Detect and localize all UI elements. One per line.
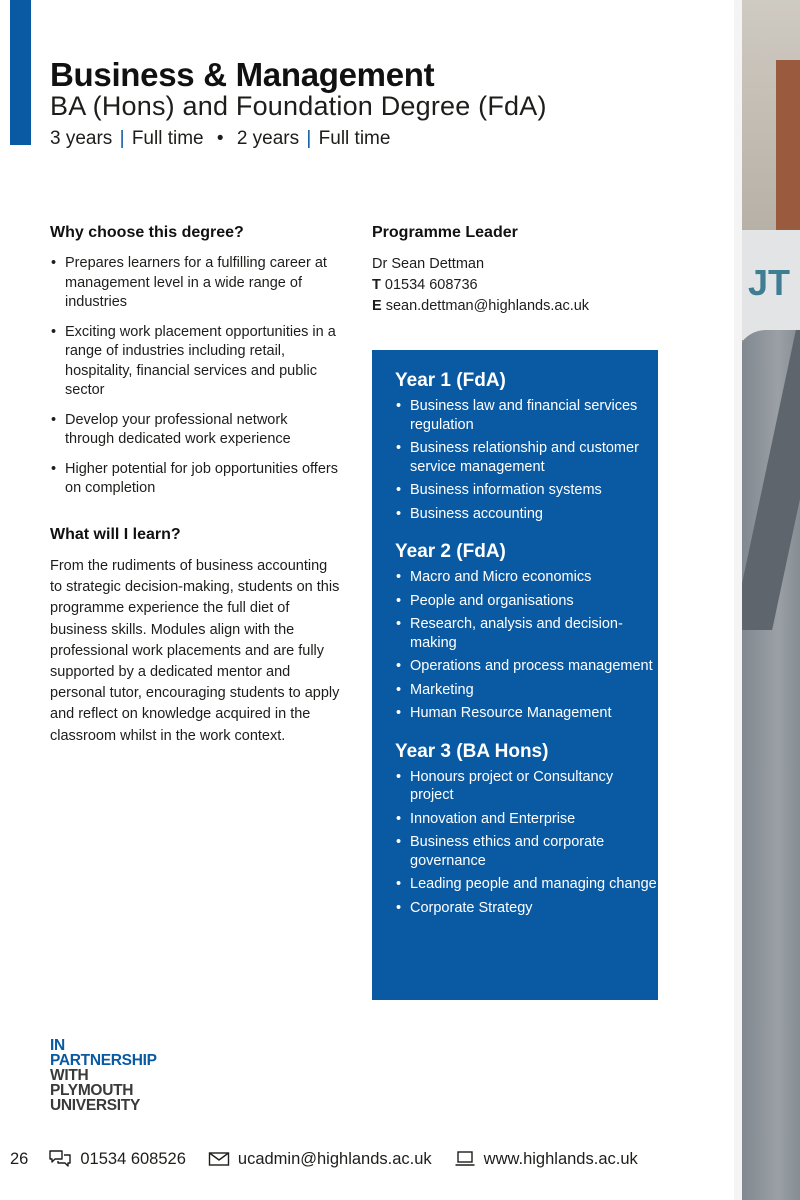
why-list <box>50 254 340 509</box>
why-item: • Develop your professional network through dedicated work experience <box>50 411 340 450</box>
module-item: • Marketing <box>395 681 658 700</box>
year-2-list <box>395 568 658 723</box>
mode-a: Full time <box>131 128 204 149</box>
year-3-heading: Year 3 (BA Hons) <box>395 740 549 762</box>
modules-panel <box>372 350 658 1000</box>
leader-name: Dr Sean Dettman <box>372 256 485 272</box>
partner-line: PARTNERSHIP <box>50 1052 157 1069</box>
partner-line: UNIVERSITY <box>50 1097 141 1114</box>
footer-website[interactable] <box>454 1150 638 1169</box>
envelope-icon <box>208 1151 230 1167</box>
module-item: • Business accounting <box>395 505 658 524</box>
accent-bar <box>10 0 31 145</box>
year-2-heading: Year 2 (FdA) <box>395 541 506 562</box>
separator: | <box>119 128 125 149</box>
chat-bubbles-icon <box>48 1149 72 1169</box>
year-3-list <box>395 768 658 918</box>
module-item: • Business law and financial services regulation <box>395 397 658 434</box>
module-item: • Macro and Micro economics <box>395 568 658 587</box>
leader-contact <box>372 254 589 317</box>
partner-line: IN <box>50 1037 65 1054</box>
year-1-heading: Year 1 (FdA) <box>395 370 506 391</box>
module-item: • Corporate Strategy <box>395 899 658 918</box>
leader-email[interactable]: sean.dettman@highlands.ac.uk <box>385 298 590 314</box>
why-item: • Higher potential for job opportunities offers on completion <box>50 460 340 499</box>
partner-line: PLYMOUTH <box>50 1082 134 1099</box>
sign-lettering: JT <box>748 262 791 303</box>
laptop-icon <box>454 1150 476 1168</box>
module-item: • Research, analysis and decision-making <box>395 615 658 652</box>
why-item: • Exciting work placement opportunities in a range of industries including retail, hospitality, financial services and public sector <box>50 323 340 401</box>
footer-email[interactable] <box>208 1150 432 1169</box>
separator: | <box>306 128 312 149</box>
bullet-separator: • <box>216 128 224 149</box>
module-item: • Human Resource Management <box>395 704 658 723</box>
footer-phone[interactable] <box>48 1149 186 1169</box>
leader-email-row <box>372 296 589 317</box>
duration-b: 2 years <box>236 128 300 149</box>
why-heading: Why choose this degree? <box>50 224 244 241</box>
leader-phone-row <box>372 275 589 296</box>
partner-line: WITH <box>50 1067 89 1084</box>
footer <box>10 1149 660 1169</box>
module-item: • Operations and process management <box>395 657 658 676</box>
learn-heading: What will I learn? <box>50 526 181 543</box>
course-duration <box>50 128 390 150</box>
footer-phone-text: 01534 608526 <box>80 1149 186 1168</box>
module-item: • People and organisations <box>395 592 658 611</box>
leader-phone[interactable]: 01534 608736 <box>384 277 478 293</box>
module-item: • Business information systems <box>395 481 658 500</box>
email-label: E <box>372 298 382 314</box>
module-item: • Honours project or Consultancy project <box>395 768 658 805</box>
phone-label: T <box>372 277 381 293</box>
student-photo <box>734 0 800 1200</box>
brick-wall <box>776 60 800 240</box>
leader-heading: Programme Leader <box>372 224 518 241</box>
learn-text: From the rudiments of business accounting to strategic decision-making, students on this programme experience the full diet of business skills. Modules align with the professional work placements and are fully supported by a dedicated mentor and personal tutor, encouraging students to apply and reflect on knowledge acquired in the classroom whilst in the work context. <box>50 558 340 744</box>
page-subtitle: BA (Hons) and Foundation Degree (FdA) <box>50 91 547 121</box>
photo-edge <box>734 0 742 1200</box>
mode-b: Full time <box>318 128 391 149</box>
module-item: • Business ethics and corporate governance <box>395 833 658 870</box>
module-item: • Business relationship and customer service management <box>395 439 658 476</box>
page-number: 26 <box>10 1149 29 1168</box>
footer-website-text: www.highlands.ac.uk <box>483 1149 638 1168</box>
page-title: Business & Management <box>50 56 435 93</box>
year-1-list <box>395 397 658 523</box>
module-item: • Leading people and managing change <box>395 875 658 894</box>
plymouth-partnership-logo <box>50 1038 157 1113</box>
why-item: • Prepares learners for a fulfilling career at management level in a wide range of industries <box>50 254 340 313</box>
duration-a: 3 years <box>50 128 113 149</box>
footer-email-text: ucadmin@highlands.ac.uk <box>237 1149 432 1168</box>
module-item: • Innovation and Enterprise <box>395 810 658 829</box>
